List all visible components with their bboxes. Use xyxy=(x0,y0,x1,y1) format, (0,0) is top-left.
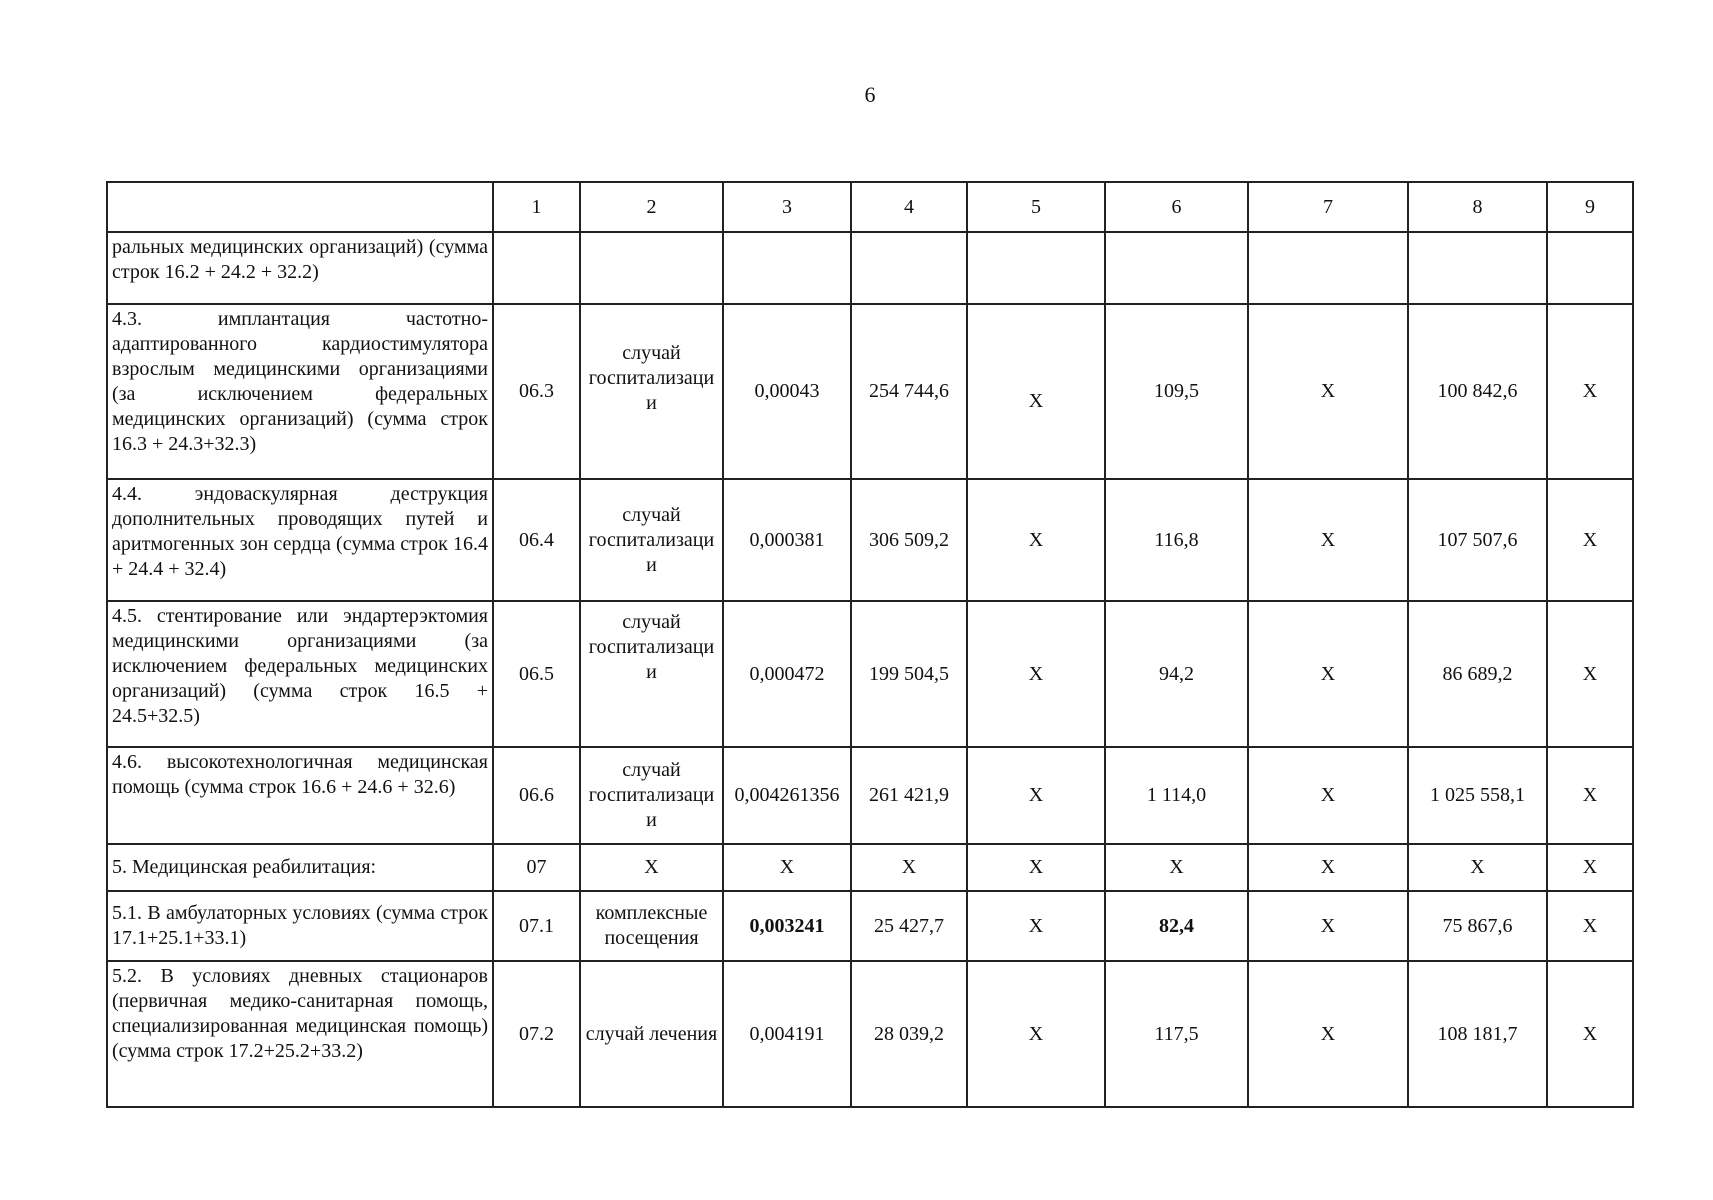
row-col6 xyxy=(1105,232,1248,304)
row-col9: Х xyxy=(1547,891,1633,961)
header-cell-4: 4 xyxy=(851,182,967,232)
header-cell-8: 8 xyxy=(1408,182,1547,232)
row-col6: 116,8 xyxy=(1105,479,1248,601)
table-row xyxy=(107,304,1633,479)
row-col4: 306 509,2 xyxy=(851,479,967,601)
row-col6: 94,2 xyxy=(1105,601,1248,747)
row-code: 06.5 xyxy=(493,601,580,747)
row-col9: Х xyxy=(1547,844,1633,891)
row-description: 4.4. эндоваскулярная деструкция дополнительных проводящих путей и аритмогенных зон сердца (сумма строк 16.4 + 24.4 + 32.4) xyxy=(107,479,493,601)
row-unit: случай госпитализации xyxy=(580,304,723,479)
row-col3 xyxy=(723,232,851,304)
row-col8: Х xyxy=(1408,844,1547,891)
row-col4: Х xyxy=(851,844,967,891)
row-col8: 107 507,6 xyxy=(1408,479,1547,601)
row-col3: 0,004191 xyxy=(723,961,851,1107)
row-col6: 1 114,0 xyxy=(1105,747,1248,844)
row-col3: Х xyxy=(723,844,851,891)
row-description: 4.5. стентирование или эндартерэктомия медицинскими организациями (за исключением федеральных медицинских организаций) (сумма строк 16.5 + 24.5+32.5) xyxy=(107,601,493,747)
row-col4: 25 427,7 xyxy=(851,891,967,961)
row-code: 06.3 xyxy=(493,304,580,479)
row-col4 xyxy=(851,232,967,304)
row-code: 06.4 xyxy=(493,479,580,601)
row-unit: случай госпитализации xyxy=(580,601,723,747)
row-col7 xyxy=(1248,232,1408,304)
row-col7: Х xyxy=(1248,844,1408,891)
row-col7: Х xyxy=(1248,601,1408,747)
header-cell-1: 1 xyxy=(493,182,580,232)
table-row xyxy=(107,479,1633,601)
row-col5: Х xyxy=(967,601,1105,747)
table-row xyxy=(107,844,1633,891)
header-cell-9: 9 xyxy=(1547,182,1633,232)
row-description: 4.3. имплантация частотно-адаптированного кардиостимулятора взрослым медицинскими организациями (за исключением федеральных медицинских организаций) (сумма строк 16.3 + 24.3+32.3) xyxy=(107,304,493,479)
row-description: 4.6. высокотехнологичная медицинская помощь (сумма строк 16.6 + 24.6 + 32.6) xyxy=(107,747,493,844)
row-unit: комплексные посещения xyxy=(580,891,723,961)
row-col7: Х xyxy=(1248,891,1408,961)
row-col4: 28 039,2 xyxy=(851,961,967,1107)
row-col3: 0,003241 xyxy=(723,891,851,961)
row-col7: Х xyxy=(1248,479,1408,601)
row-col7: Х xyxy=(1248,304,1408,479)
row-col3: 0,004261356 xyxy=(723,747,851,844)
row-col4: 254 744,6 xyxy=(851,304,967,479)
row-col6: 82,4 xyxy=(1105,891,1248,961)
row-col8: 75 867,6 xyxy=(1408,891,1547,961)
row-code: 07.1 xyxy=(493,891,580,961)
header-cell-6: 6 xyxy=(1105,182,1248,232)
table-row xyxy=(107,891,1633,961)
row-col8 xyxy=(1408,232,1547,304)
row-code: 06.6 xyxy=(493,747,580,844)
row-col9: Х xyxy=(1547,601,1633,747)
row-col8: 86 689,2 xyxy=(1408,601,1547,747)
data-table xyxy=(106,181,1634,1108)
row-col9: Х xyxy=(1547,479,1633,601)
row-col3: 0,000472 xyxy=(723,601,851,747)
row-col5: Х xyxy=(967,479,1105,601)
row-description: 5.1. В амбулаторных условиях (сумма строк 17.1+25.1+33.1) xyxy=(107,891,493,961)
row-col5: Х xyxy=(967,844,1105,891)
row-unit: случай лечения xyxy=(580,961,723,1107)
row-col5: Х xyxy=(967,747,1105,844)
table-row xyxy=(107,961,1633,1107)
row-col9: Х xyxy=(1547,747,1633,844)
row-col5: Х xyxy=(967,304,1105,479)
row-col8: 100 842,6 xyxy=(1408,304,1547,479)
row-code: 07 xyxy=(493,844,580,891)
row-col6: 117,5 xyxy=(1105,961,1248,1107)
header-cell-3: 3 xyxy=(723,182,851,232)
row-unit: случай госпитализации xyxy=(580,479,723,601)
row-col4: 199 504,5 xyxy=(851,601,967,747)
row-description: ральных медицинских организаций) (сумма строк 16.2 + 24.2 + 32.2) xyxy=(107,232,493,304)
table-row xyxy=(107,601,1633,747)
row-description: 5. Медицинская реабилитация: xyxy=(107,844,493,891)
header-row xyxy=(107,182,1633,232)
row-col6: 109,5 xyxy=(1105,304,1248,479)
row-col8: 108 181,7 xyxy=(1408,961,1547,1107)
row-col4: 261 421,9 xyxy=(851,747,967,844)
row-col7: Х xyxy=(1248,747,1408,844)
row-col8: 1 025 558,1 xyxy=(1408,747,1547,844)
row-unit: Х xyxy=(580,844,723,891)
row-col9: Х xyxy=(1547,304,1633,479)
header-cell-7: 7 xyxy=(1248,182,1408,232)
row-description: 5.2. В условиях дневных стационаров (первичная медико-санитарная помощь, специализированная медицинская помощь) (сумма строк 17.2+25.2+33.2) xyxy=(107,961,493,1107)
row-col3: 0,00043 xyxy=(723,304,851,479)
table-row xyxy=(107,747,1633,844)
page-number: 6 xyxy=(864,82,876,107)
row-col9 xyxy=(1547,232,1633,304)
row-col5 xyxy=(967,232,1105,304)
row-unit: случай госпитализации xyxy=(580,747,723,844)
table-row xyxy=(107,232,1633,304)
header-cell-2: 2 xyxy=(580,182,723,232)
row-unit xyxy=(580,232,723,304)
row-col5: Х xyxy=(967,961,1105,1107)
row-col7: Х xyxy=(1248,961,1408,1107)
row-col9: Х xyxy=(1547,961,1633,1107)
row-code: 07.2 xyxy=(493,961,580,1107)
header-cell-5: 5 xyxy=(967,182,1105,232)
header-cell-0 xyxy=(107,182,493,232)
row-col6: Х xyxy=(1105,844,1248,891)
row-col3: 0,000381 xyxy=(723,479,851,601)
row-col5: Х xyxy=(967,891,1105,961)
row-code xyxy=(493,232,580,304)
